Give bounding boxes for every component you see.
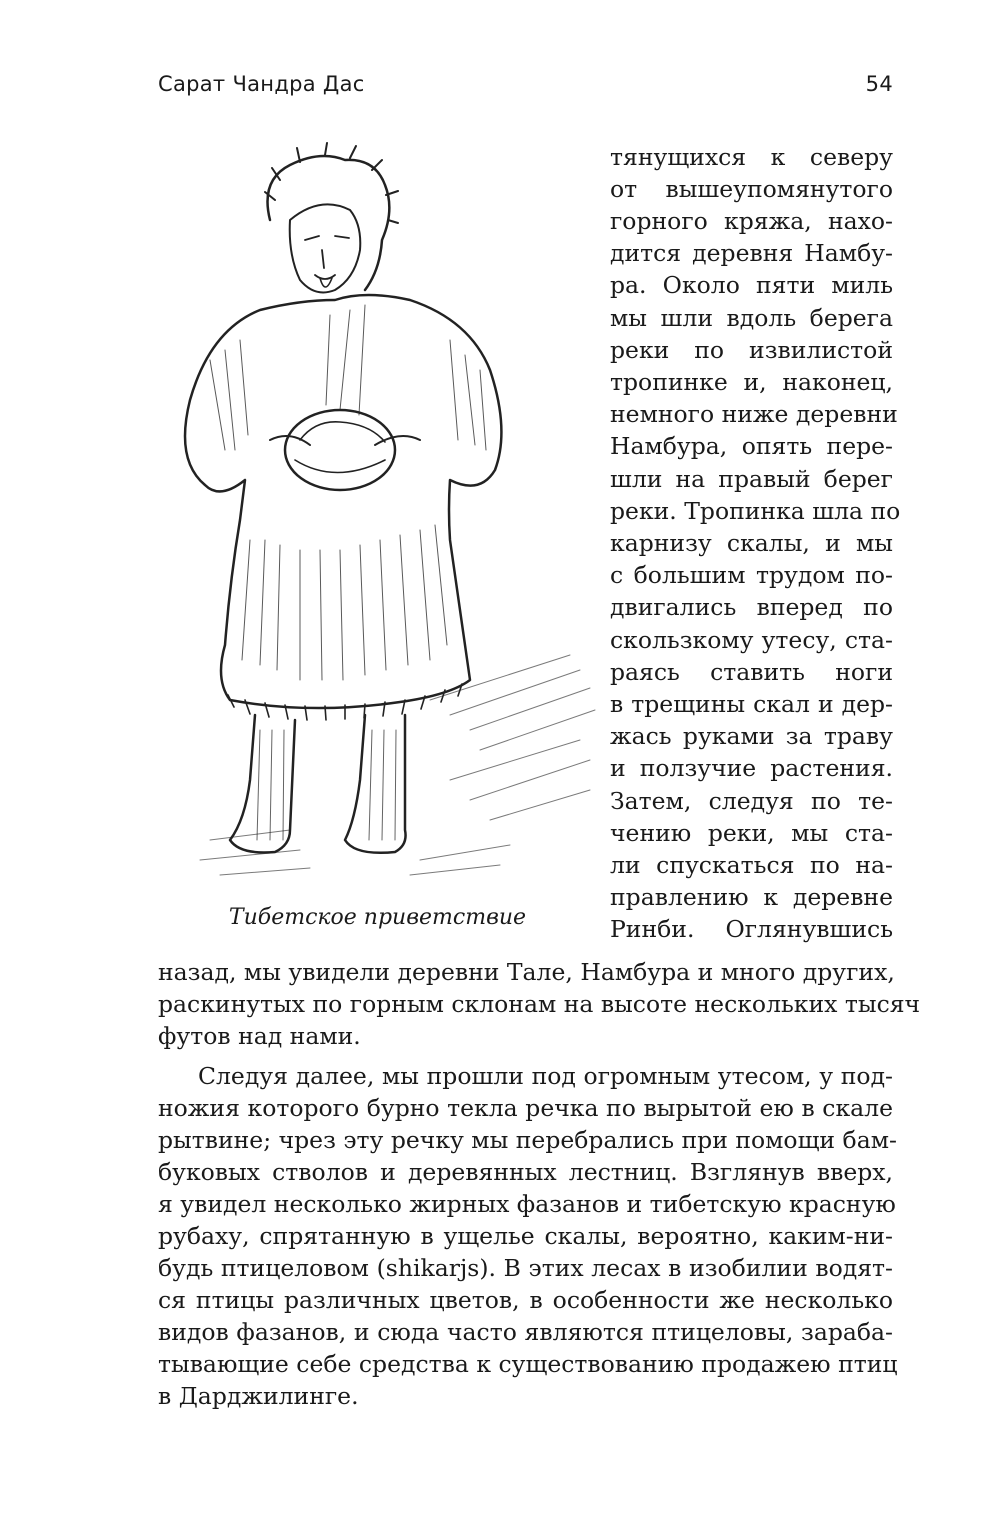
column-line: Затем, следуя по те- <box>610 787 893 815</box>
column-line: в трещины скал и дер- <box>610 690 893 718</box>
body-line: буковых стволов и деревянных лестниц. Взглянув вверх, <box>158 1158 893 1186</box>
body-line: я увидел несколько жирных фазанов и тибетскую красную <box>158 1190 896 1218</box>
running-head-author: Сарат Чандра Дас <box>158 72 365 96</box>
column-line: немного ниже деревни <box>610 400 898 428</box>
column-line: и ползучие растения. <box>610 754 893 782</box>
column-line: мы шли вдоль берега <box>610 304 893 332</box>
body-line: раскинутых по горным склонам на высоте нескольких тысяч <box>158 990 921 1018</box>
column-line: реки по извилистой <box>610 336 893 364</box>
column-line: чению реки, мы ста- <box>610 819 893 847</box>
page-number: 54 <box>865 72 893 96</box>
body-line: Следуя далее, мы прошли под огромным утесом, у под- <box>198 1062 893 1090</box>
figure <box>150 140 605 960</box>
tibetan-man-illustration-icon <box>150 140 605 900</box>
body-line: рубаху, спрятанную в ущелье скалы, вероятно, каким-ни- <box>158 1222 893 1250</box>
body-line: назад, мы увидели деревни Тале, Намбура и много других, <box>158 958 895 986</box>
column-line: скользкому утесу, ста- <box>610 626 893 654</box>
column-line: раясь ставить ноги <box>610 658 893 686</box>
body-line: рытвине; чрез эту речку мы перебрались при помощи бам- <box>158 1126 897 1154</box>
body-line: ся птицы различных цветов, в особенности же несколько <box>158 1286 893 1314</box>
body-line: ножия которого бурно текла речка по вырытой ею в скале <box>158 1094 893 1122</box>
column-line: тянущихся к северу <box>610 143 893 171</box>
column-line: дится деревня Намбу- <box>610 239 893 267</box>
column-line: с большим трудом по- <box>610 561 893 589</box>
body-line: тывающие себе средства к существованию продажею птиц <box>158 1350 898 1378</box>
column-line: карнизу скалы, и мы <box>610 529 893 557</box>
column-line: Ринби. Оглянувшись <box>610 915 893 943</box>
column-line: шли на правый берег <box>610 465 893 493</box>
column-line: двигались вперед по <box>610 593 893 621</box>
body-line: видов фазанов, и сюда часто являются птицеловы, зараба- <box>158 1318 893 1346</box>
column-line: тропинке и, наконец, <box>610 368 893 396</box>
column-line: правлению к деревне <box>610 883 893 911</box>
column-line: Намбура, опять пере- <box>610 432 893 460</box>
column-line: горного кряжа, нахо- <box>610 207 893 235</box>
body-line: футов над нами. <box>158 1022 361 1050</box>
body-line: в Дарджилинге. <box>158 1382 359 1410</box>
figure-caption: Тибетское приветствие <box>228 905 527 930</box>
column-line: реки. Тропинка шла по <box>610 497 901 525</box>
column-line: от вышеупомянутого <box>610 175 893 203</box>
body-line: будь птицеловом (shikarjs). В этих лесах в изобилии водят- <box>158 1254 893 1282</box>
column-line: жась руками за траву <box>610 722 893 750</box>
column-line: ра. Около пяти миль <box>610 271 893 299</box>
column-line: ли спускаться по на- <box>610 851 893 879</box>
